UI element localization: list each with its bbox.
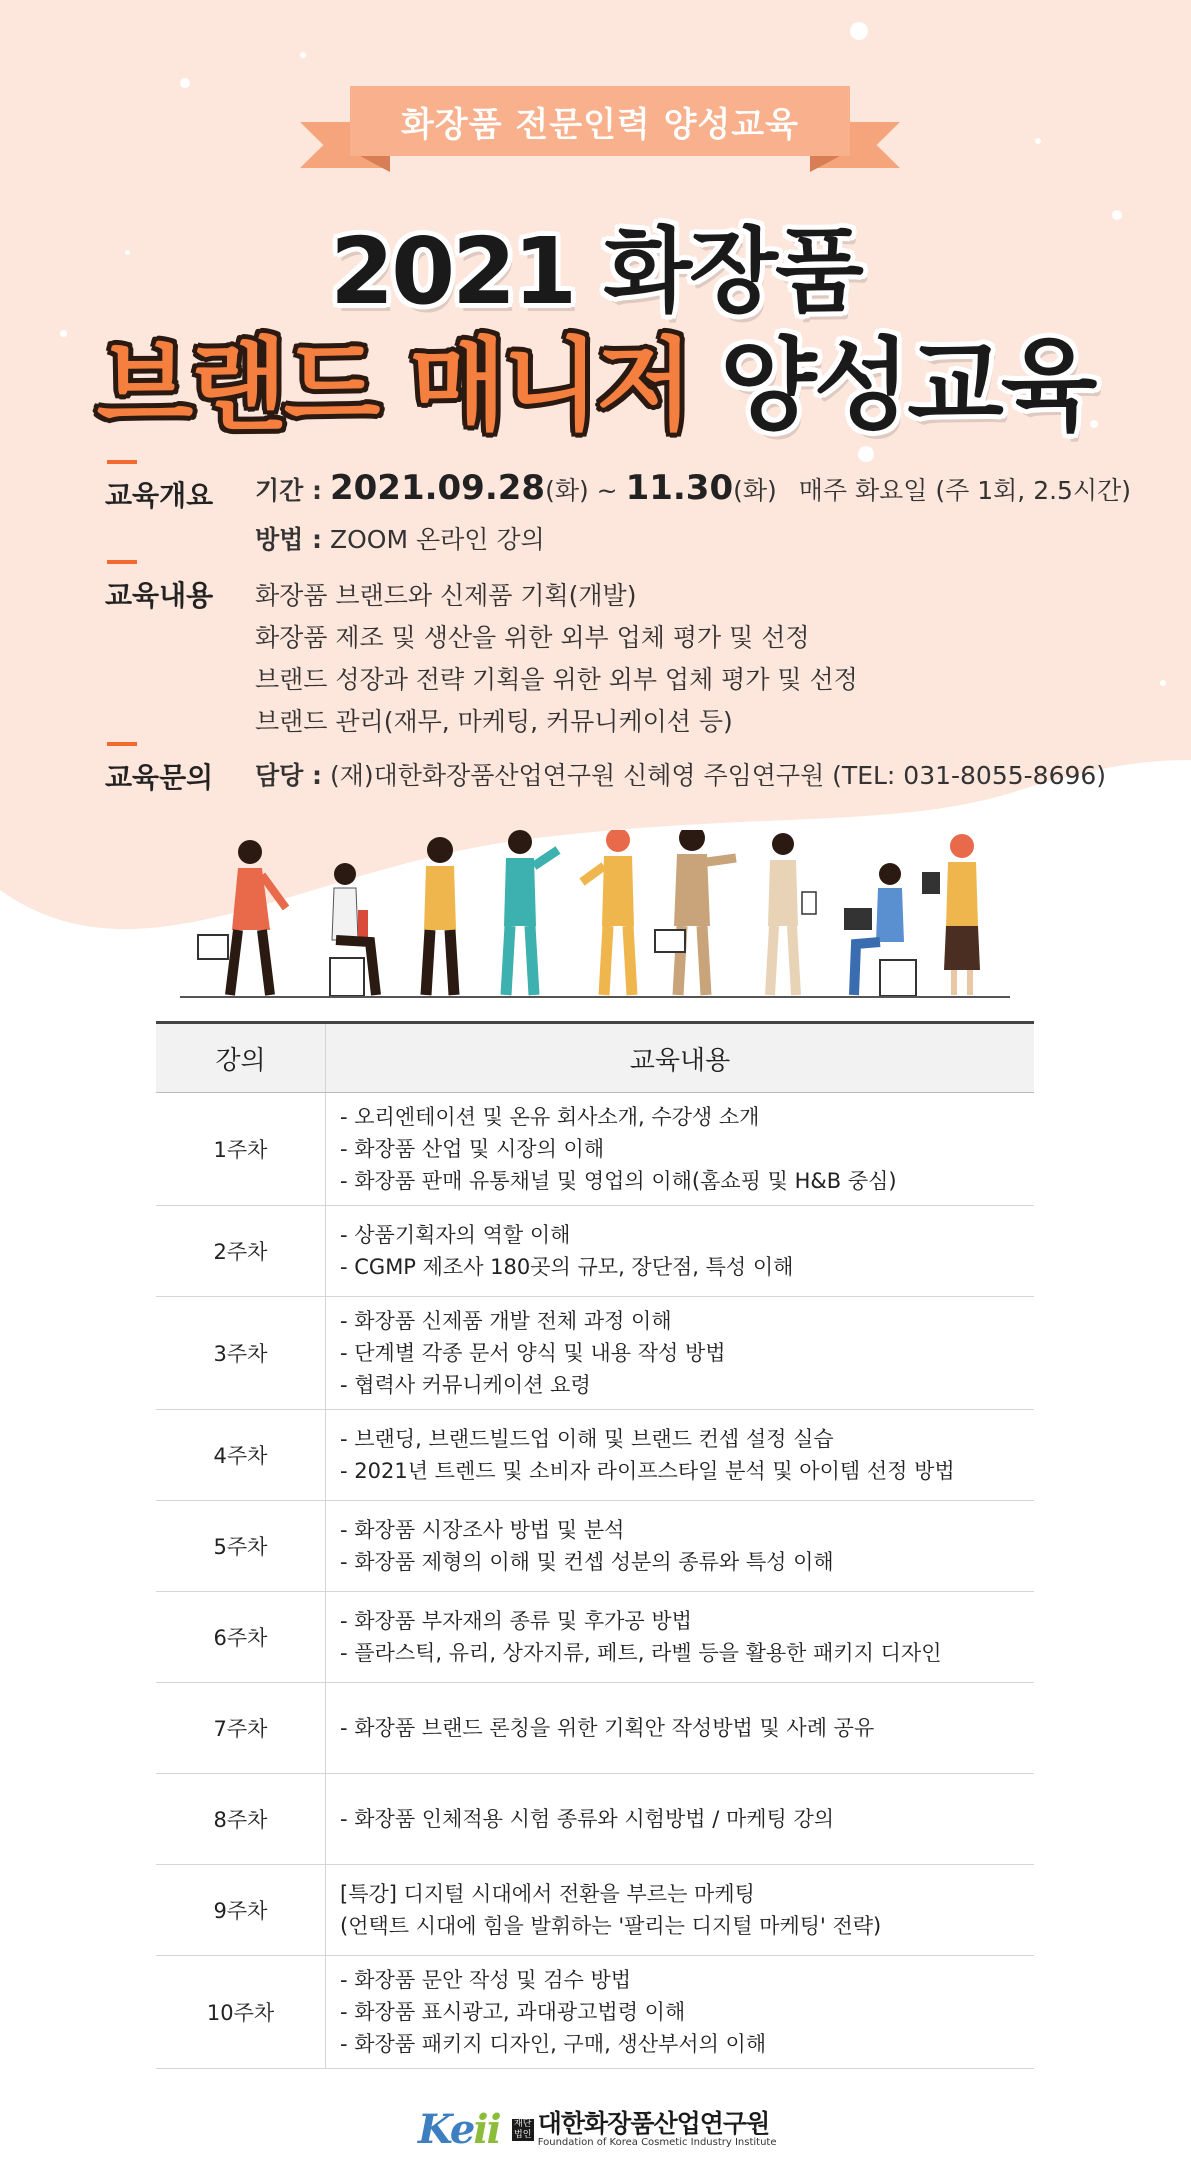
content-cell: - 상품기획자의 역할 이해 - CGMP 제조사 180곳의 규모, 장단점, 특성 이해 bbox=[326, 1206, 1035, 1297]
person-figure bbox=[655, 830, 736, 995]
person-figure bbox=[844, 863, 916, 996]
content-cell: - 화장품 인체적용 시험 종류와 시험방법 / 마케팅 강의 bbox=[326, 1774, 1035, 1865]
content-cell: - 화장품 신제품 개발 전체 과정 이해 - 단계별 각종 문서 양식 및 내용 작성 방법 - 협력사 커뮤니케이션 요령 bbox=[326, 1297, 1035, 1410]
week-cell: 8주차 bbox=[156, 1774, 326, 1865]
content-item: 브랜드 관리(재무, 마케팅, 커뮤니케이션 등) bbox=[255, 707, 733, 736]
table-row bbox=[156, 1501, 1034, 1592]
keii-logo-mark: Keii bbox=[418, 2106, 500, 2153]
table-row bbox=[156, 1592, 1034, 1683]
foundation-seal: 재단법인 bbox=[512, 2119, 534, 2141]
table-row bbox=[156, 1206, 1034, 1297]
person-figure bbox=[424, 837, 456, 995]
week-cell: 4주차 bbox=[156, 1410, 326, 1501]
content-cell: - 오리엔테이션 및 온유 회사소개, 수강생 소개 - 화장품 산업 및 시장의 이해 - 화장품 판매 유통채널 및 영업의 이해(홈쇼핑 및 H&B 중심) bbox=[326, 1093, 1035, 1206]
week-cell: 2주차 bbox=[156, 1206, 326, 1297]
table-row bbox=[156, 1956, 1034, 2069]
content-cell: - 화장품 문안 작성 및 검수 방법 - 화장품 표시광고, 과대광고법령 이해 - 화장품 패키지 디자인, 구매, 생산부서의 이해 bbox=[326, 1956, 1035, 2069]
period-line: 기간 : 2021.09.28(화) ~ 11.30(화) 매주 화요일 (주 1회, 2.5시간) bbox=[255, 468, 1132, 508]
org-name-korean: 대한화장품산업연구원 bbox=[537, 2108, 770, 2138]
banner-text: 화장품 전문인력 양성교육 bbox=[350, 86, 850, 156]
content-item: 화장품 제조 및 생산을 위한 외부 업체 평가 및 선정 bbox=[255, 623, 810, 652]
contact-line: 담당 : (재)대한화장품산업연구원 신혜영 주임연구원 (TEL: 031-8055-8696) bbox=[255, 761, 1107, 790]
content-cell: [특강] 디지털 시대에서 전환을 부르는 마케팅 (언택트 시대에 힘을 발휘하는 '팔리는 디지털 마케팅' 전략) bbox=[326, 1865, 1035, 1956]
week-cell: 1주차 bbox=[156, 1093, 326, 1206]
person-figure bbox=[504, 830, 558, 995]
table-row bbox=[156, 1297, 1034, 1410]
week-cell: 3주차 bbox=[156, 1297, 326, 1410]
title-highlight: 브랜드 매니저 bbox=[96, 327, 690, 444]
person-figure bbox=[582, 830, 634, 995]
title-line-1: 2021 화장품 bbox=[330, 218, 861, 325]
table-row bbox=[156, 1774, 1034, 1865]
title-suffix: 양성교육 bbox=[720, 327, 1095, 444]
title-line-2 bbox=[0, 305, 1191, 449]
person-figure bbox=[922, 834, 980, 995]
content-cell: - 브랜딩, 브랜드빌드업 이해 및 브랜드 컨셉 설정 실습 - 2021년 트렌드 및 소비자 라이프스타일 분석 및 아이템 선정 방법 bbox=[326, 1410, 1035, 1501]
org-name-english: Foundation of Korea Cosmetic Industry Institute bbox=[537, 2136, 777, 2148]
table-row bbox=[156, 1410, 1034, 1501]
content-item: 화장품 브랜드와 신제품 기획(개발) bbox=[255, 581, 637, 610]
period-end: 11.30 bbox=[625, 468, 734, 508]
table-row bbox=[156, 1683, 1034, 1774]
table-row bbox=[156, 1865, 1034, 1956]
week-cell: 10주차 bbox=[156, 1956, 326, 2069]
content-item: 브랜드 성장과 전략 기획을 위한 외부 업체 평가 및 선정 bbox=[255, 665, 858, 694]
curriculum-table bbox=[156, 1021, 1034, 2069]
content-cell: - 화장품 시장조사 방법 및 분석 - 화장품 제형의 이해 및 컨셉 성분의 종류와 특성 이해 bbox=[326, 1501, 1035, 1592]
person-figure bbox=[198, 840, 286, 995]
week-cell: 5주차 bbox=[156, 1501, 326, 1592]
person-figure bbox=[330, 863, 376, 996]
content-cell: - 화장품 브랜드 론칭을 위한 기획안 작성방법 및 사례 공유 bbox=[326, 1683, 1035, 1774]
method-line: 방법 : ZOOM 온라인 강의 bbox=[255, 525, 545, 554]
period-start: 2021.09.28 bbox=[329, 468, 546, 508]
header-content: 교육내용 bbox=[326, 1023, 1035, 1093]
people-illustration bbox=[180, 830, 1020, 1010]
week-cell: 7주차 bbox=[156, 1683, 326, 1774]
header-lecture: 강의 bbox=[156, 1023, 326, 1093]
table-row bbox=[156, 1093, 1034, 1206]
content-cell: - 화장품 부자재의 종류 및 후가공 방법 - 플라스틱, 유리, 상자지류, 페트, 라벨 등을 활용한 패키지 디자인 bbox=[326, 1592, 1035, 1683]
institute-logo bbox=[418, 2106, 777, 2153]
ground-line bbox=[180, 996, 1010, 998]
week-cell: 9주차 bbox=[156, 1865, 326, 1956]
overview-label: 교육개요 bbox=[105, 474, 213, 514]
inquiry-label: 교육문의 bbox=[105, 756, 213, 796]
period-note: 매주 화요일 (주 1회, 2.5시간) bbox=[798, 476, 1132, 505]
content-label: 교육내용 bbox=[105, 574, 213, 614]
banner-ribbon bbox=[300, 86, 900, 176]
week-cell: 6주차 bbox=[156, 1592, 326, 1683]
person-figure bbox=[768, 833, 816, 995]
